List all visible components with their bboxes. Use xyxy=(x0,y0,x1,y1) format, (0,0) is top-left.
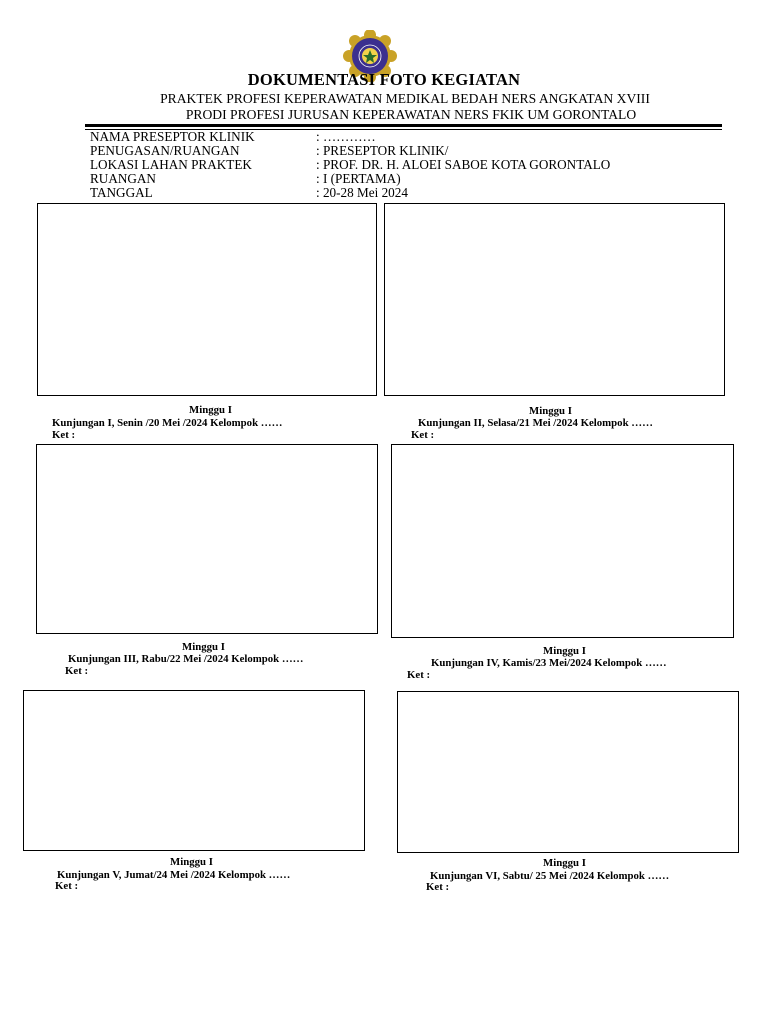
info-label: RUANGAN xyxy=(90,171,156,187)
photo-placeholder-2 xyxy=(384,203,725,396)
caption-visit: Kunjungan V, Jumat/24 Mei /2024 Kelompok …… xyxy=(57,869,291,881)
photo-placeholder-6 xyxy=(397,691,739,853)
caption-ket: Ket : xyxy=(407,669,431,681)
info-label: NAMA PRESEPTOR KLINIK xyxy=(90,129,255,144)
photo-placeholder-4 xyxy=(391,444,734,638)
info-value: : PRESEPTOR KLINIK/ xyxy=(316,143,449,159)
caption-week: Minggu I xyxy=(529,405,572,417)
document-subtitle-program: PRAKTEK PROFESI KEPERAWATAN MEDIKAL BEDAH NERS ANGKATAN XVIII xyxy=(160,91,650,106)
document-title: DOKUMENTASI FOTO KEGIATAN xyxy=(247,70,521,89)
caption-ket: Ket : xyxy=(55,880,79,892)
photo-placeholder-3 xyxy=(36,444,378,634)
document-subtitle-department: PRODI PROFESI JURUSAN KEPERAWATAN NERS FKIK UM GORONTALO xyxy=(185,107,637,122)
info-value: : 20-28 Mei 2024 xyxy=(316,185,408,201)
info-value: : I (PERTAMA) xyxy=(316,171,401,187)
caption-ket: Ket : xyxy=(426,881,450,893)
caption-visit: Kunjungan III, Rabu/22 Mei /2024 Kelompok …… xyxy=(68,653,304,665)
photo-caption-6 xyxy=(0,857,768,897)
caption-ket: Ket : xyxy=(411,429,435,441)
photo-caption-4 xyxy=(0,644,768,684)
caption-week: Minggu I xyxy=(189,404,232,416)
info-label: LOKASI LAHAN PRAKTEK xyxy=(90,157,252,173)
photo-placeholder-5 xyxy=(23,690,365,851)
caption-week: Minggu I xyxy=(182,641,225,653)
caption-week: Minggu I xyxy=(543,857,586,869)
caption-visit: Kunjungan II, Selasa/21 Mei /2024 Kelompok …… xyxy=(418,417,653,429)
caption-visit: Kunjungan VI, Sabtu/ 25 Mei /2024 Kelompok …… xyxy=(430,870,670,882)
caption-ket: Ket : xyxy=(52,429,76,441)
caption-visit: Kunjungan I, Senin /20 Mei /2024 Kelompok …… xyxy=(52,417,283,429)
info-label: PENUGASAN/RUANGAN xyxy=(90,143,240,159)
info-value: : PROF. DR. H. ALOEI SABOE KOTA GORONTALO xyxy=(316,157,611,173)
photo-caption-2 xyxy=(0,404,768,444)
header-divider-thick xyxy=(85,124,722,127)
caption-week: Minggu I xyxy=(543,645,586,657)
info-label: TANGGAL xyxy=(90,185,153,201)
caption-visit: Kunjungan IV, Kamis/23 Mei/2024 Kelompok …… xyxy=(431,657,667,669)
caption-ket: Ket : xyxy=(65,665,89,677)
info-value: : ………… xyxy=(316,129,376,144)
photo-placeholder-1 xyxy=(37,203,377,396)
caption-week: Minggu I xyxy=(170,856,213,868)
